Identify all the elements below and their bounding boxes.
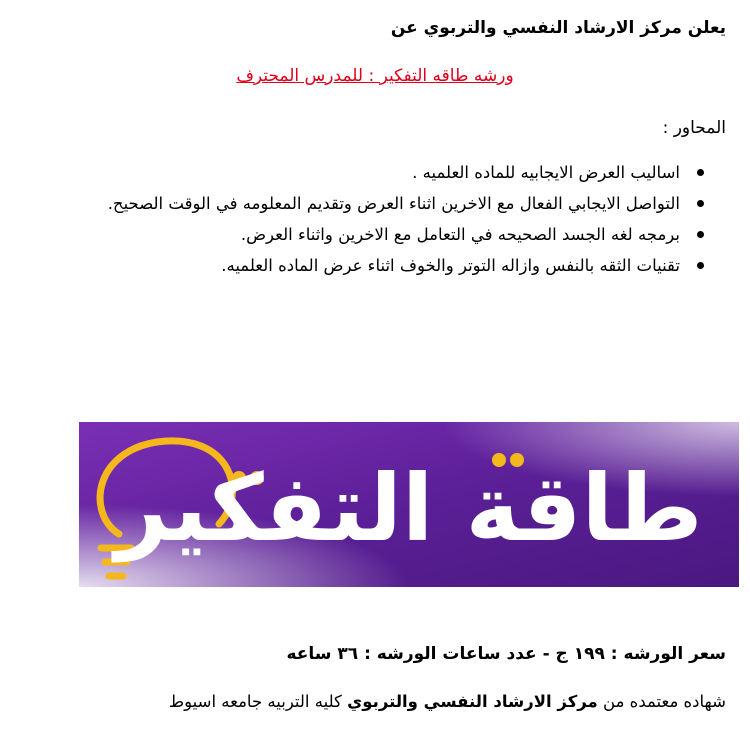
topics-label: المحاور : (662, 118, 726, 138)
topic-item: التواصل الايجابي الفعال مع الاخرين اثناء العرض وتقديم المعلومه في الوقت الصحيح. (56, 191, 706, 216)
certificate-prefix: شهاده معتمده من (597, 692, 726, 711)
workshop-title: ورشه طاقه التفكير : للمدرس المحترف (236, 66, 514, 86)
banner-logo-text: طاقة التفكير (115, 455, 703, 562)
certificate-line (169, 692, 726, 711)
topic-item: برمجه لغه الجسد الصحيحه في التعامل مع الاخرين واثناء العرض. (56, 222, 706, 247)
workshop-banner (79, 422, 739, 587)
certificate-center-name: مركز الارشاد النفسي والتربوي (347, 692, 598, 711)
topic-item: تقنيات الثقه بالنفس وازاله التوتر والخوف اثناء عرض الماده العلميه. (56, 253, 706, 278)
topic-item: اساليب العرض الايجابيه للماده العلميه . (56, 160, 706, 185)
topics-list (56, 160, 706, 284)
price-and-hours: سعر الورشه : ١٩٩ ج - عدد ساعات الورشه : ٣٦ ساعه (286, 644, 726, 664)
certificate-suffix: كليه التربيه جامعه اسيوط (168, 692, 348, 711)
announcement-heading: يعلن مركز الارشاد النفسي والتربوي عن (390, 18, 726, 38)
